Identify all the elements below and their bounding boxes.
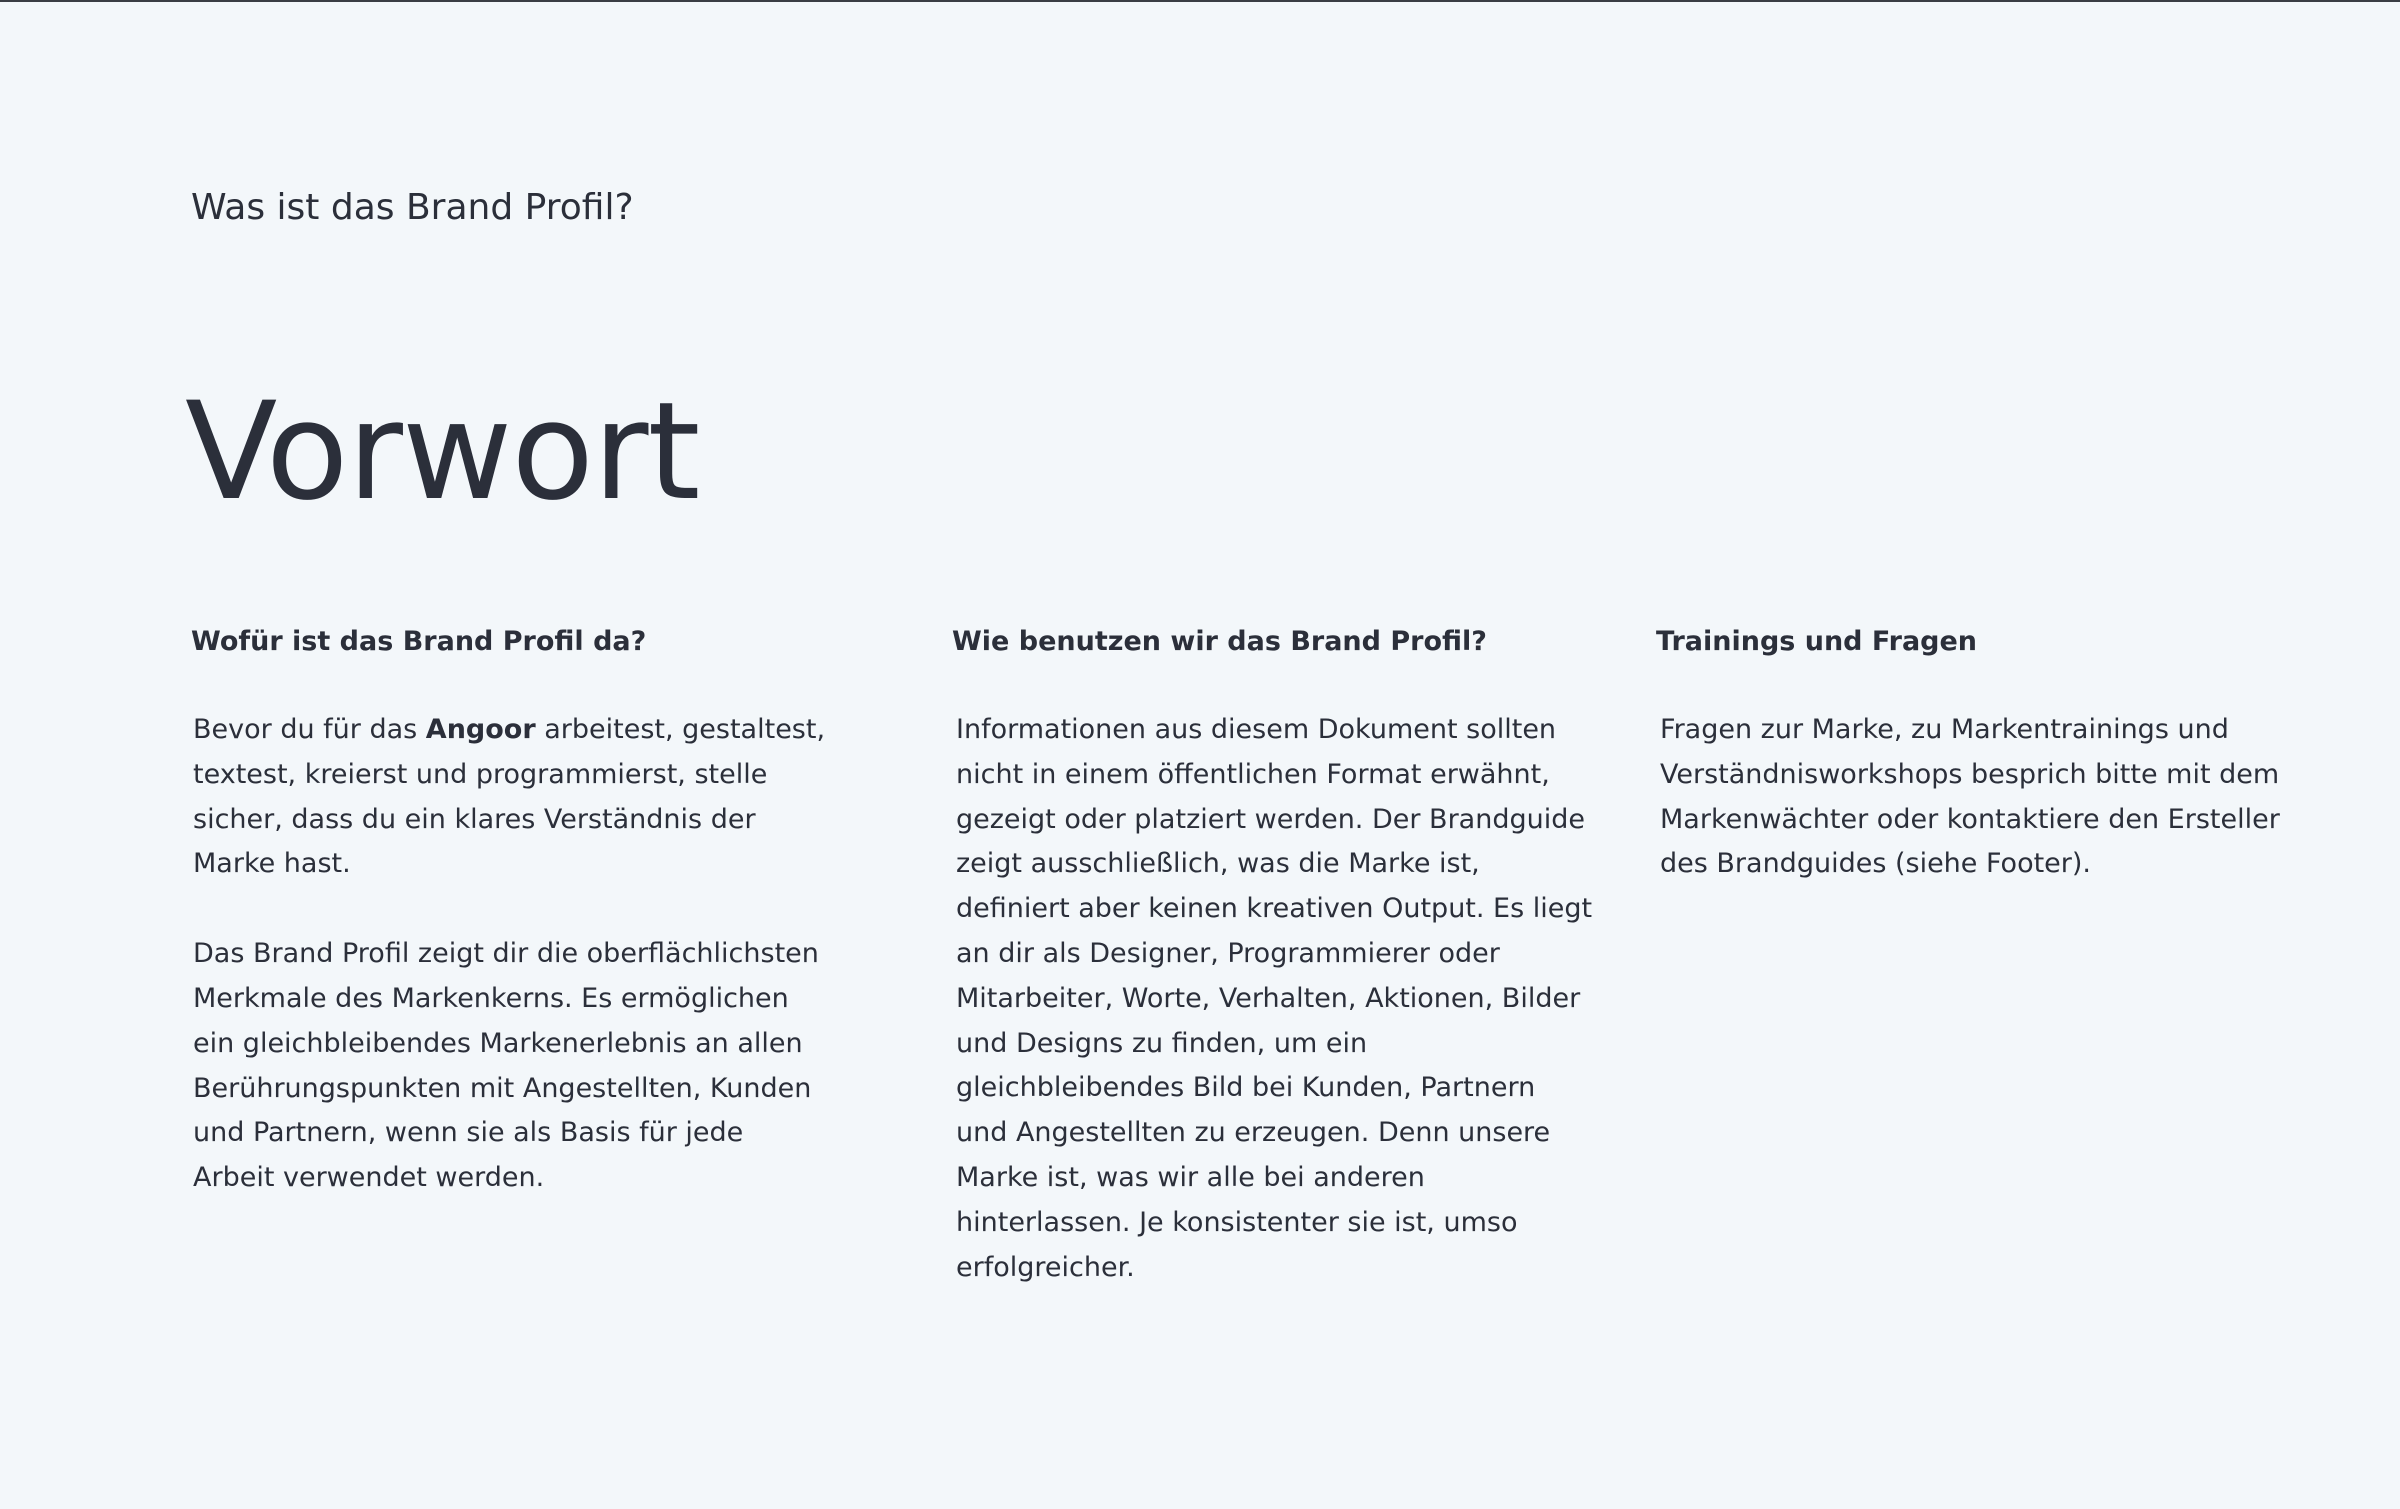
column-body — [1656, 708, 2280, 887]
brand-name: Angoor — [425, 714, 536, 745]
text-line: erfolgreicher. — [956, 1251, 1135, 1283]
text-line: zeigt ausschließlich, was die Marke ist, — [956, 848, 1480, 880]
text-line: Markenwächter oder kontaktiere den Ersteller — [1660, 803, 2280, 835]
text-line: Fragen zur Marke, zu Markentrainings und — [1660, 714, 2229, 745]
text-line: Merkmale des Markenkerns. Es ermöglichen — [193, 982, 789, 1014]
text-line: Marke ist, was wir alle bei anderen — [956, 1161, 1425, 1193]
text-line — [193, 708, 826, 753]
text-line: des Brandguides (siehe Footer). — [1660, 848, 2092, 880]
column-usage — [952, 622, 1593, 1335]
column-heading: Wofür ist das Brand Profil da? — [191, 626, 647, 657]
paragraph — [193, 708, 826, 887]
text-line: definiert aber keinen kreativen Output. Es liegt — [956, 893, 1593, 925]
text-fragment: arbeitest, gestaltest, — [535, 714, 826, 745]
text-line: gezeigt oder platziert werden. Der Brandguide — [956, 803, 1585, 835]
column-purpose — [191, 622, 826, 1246]
text-line: gleichbleibendes Bild bei Kunden, Partnern — [956, 1072, 1536, 1104]
text-line: hinterlassen. Je konsistenter sie ist, umso — [956, 1206, 1518, 1238]
column-trainings — [1656, 622, 2280, 932]
text-line: und Designs zu finden, um ein — [956, 1027, 1368, 1059]
text-line: Informationen aus diesem Dokument sollten — [956, 714, 1557, 745]
text-line: Marke hast. — [193, 848, 351, 880]
text-line: Verständnisworkshops besprich bitte mit dem — [1660, 758, 2280, 790]
paragraph — [956, 708, 1593, 1290]
column-body — [191, 708, 826, 1201]
column-body — [952, 708, 1593, 1290]
text-line: Das Brand Profil zeigt dir die oberflächlichsten — [193, 938, 819, 970]
paragraph — [1660, 708, 2280, 887]
text-line: Berührungspunkten mit Angestellten, Kunden — [193, 1072, 812, 1104]
text-line: sicher, dass du ein klares Verständnis der — [193, 803, 756, 835]
column-heading: Wie benutzen wir das Brand Profil? — [952, 626, 1487, 657]
paragraph — [193, 932, 819, 1201]
text-line: und Partnern, wenn sie als Basis für jede — [193, 1117, 744, 1149]
column-heading: Trainings und Fragen — [1656, 626, 1978, 657]
section-subtitle: Was ist das Brand Profil? — [191, 187, 634, 228]
text-line: und Angestellten zu erzeugen. Denn unsere — [956, 1117, 1551, 1149]
text-line: nicht in einem öffentlichen Format erwähnt, — [956, 758, 1550, 790]
text-line: Arbeit verwendet werden. — [193, 1162, 545, 1194]
text-line: an dir als Designer, Programmierer oder — [956, 937, 1500, 969]
text-fragment: Bevor du für das — [193, 714, 426, 745]
page-title: Vorwort — [185, 373, 700, 530]
text-line: ein gleichbleibendes Markenerlebnis an allen — [193, 1027, 803, 1059]
text-line: Mitarbeiter, Worte, Verhalten, Aktionen, Bilder — [956, 982, 1581, 1014]
text-line: textest, kreierst und programmierst, stelle — [193, 758, 768, 790]
